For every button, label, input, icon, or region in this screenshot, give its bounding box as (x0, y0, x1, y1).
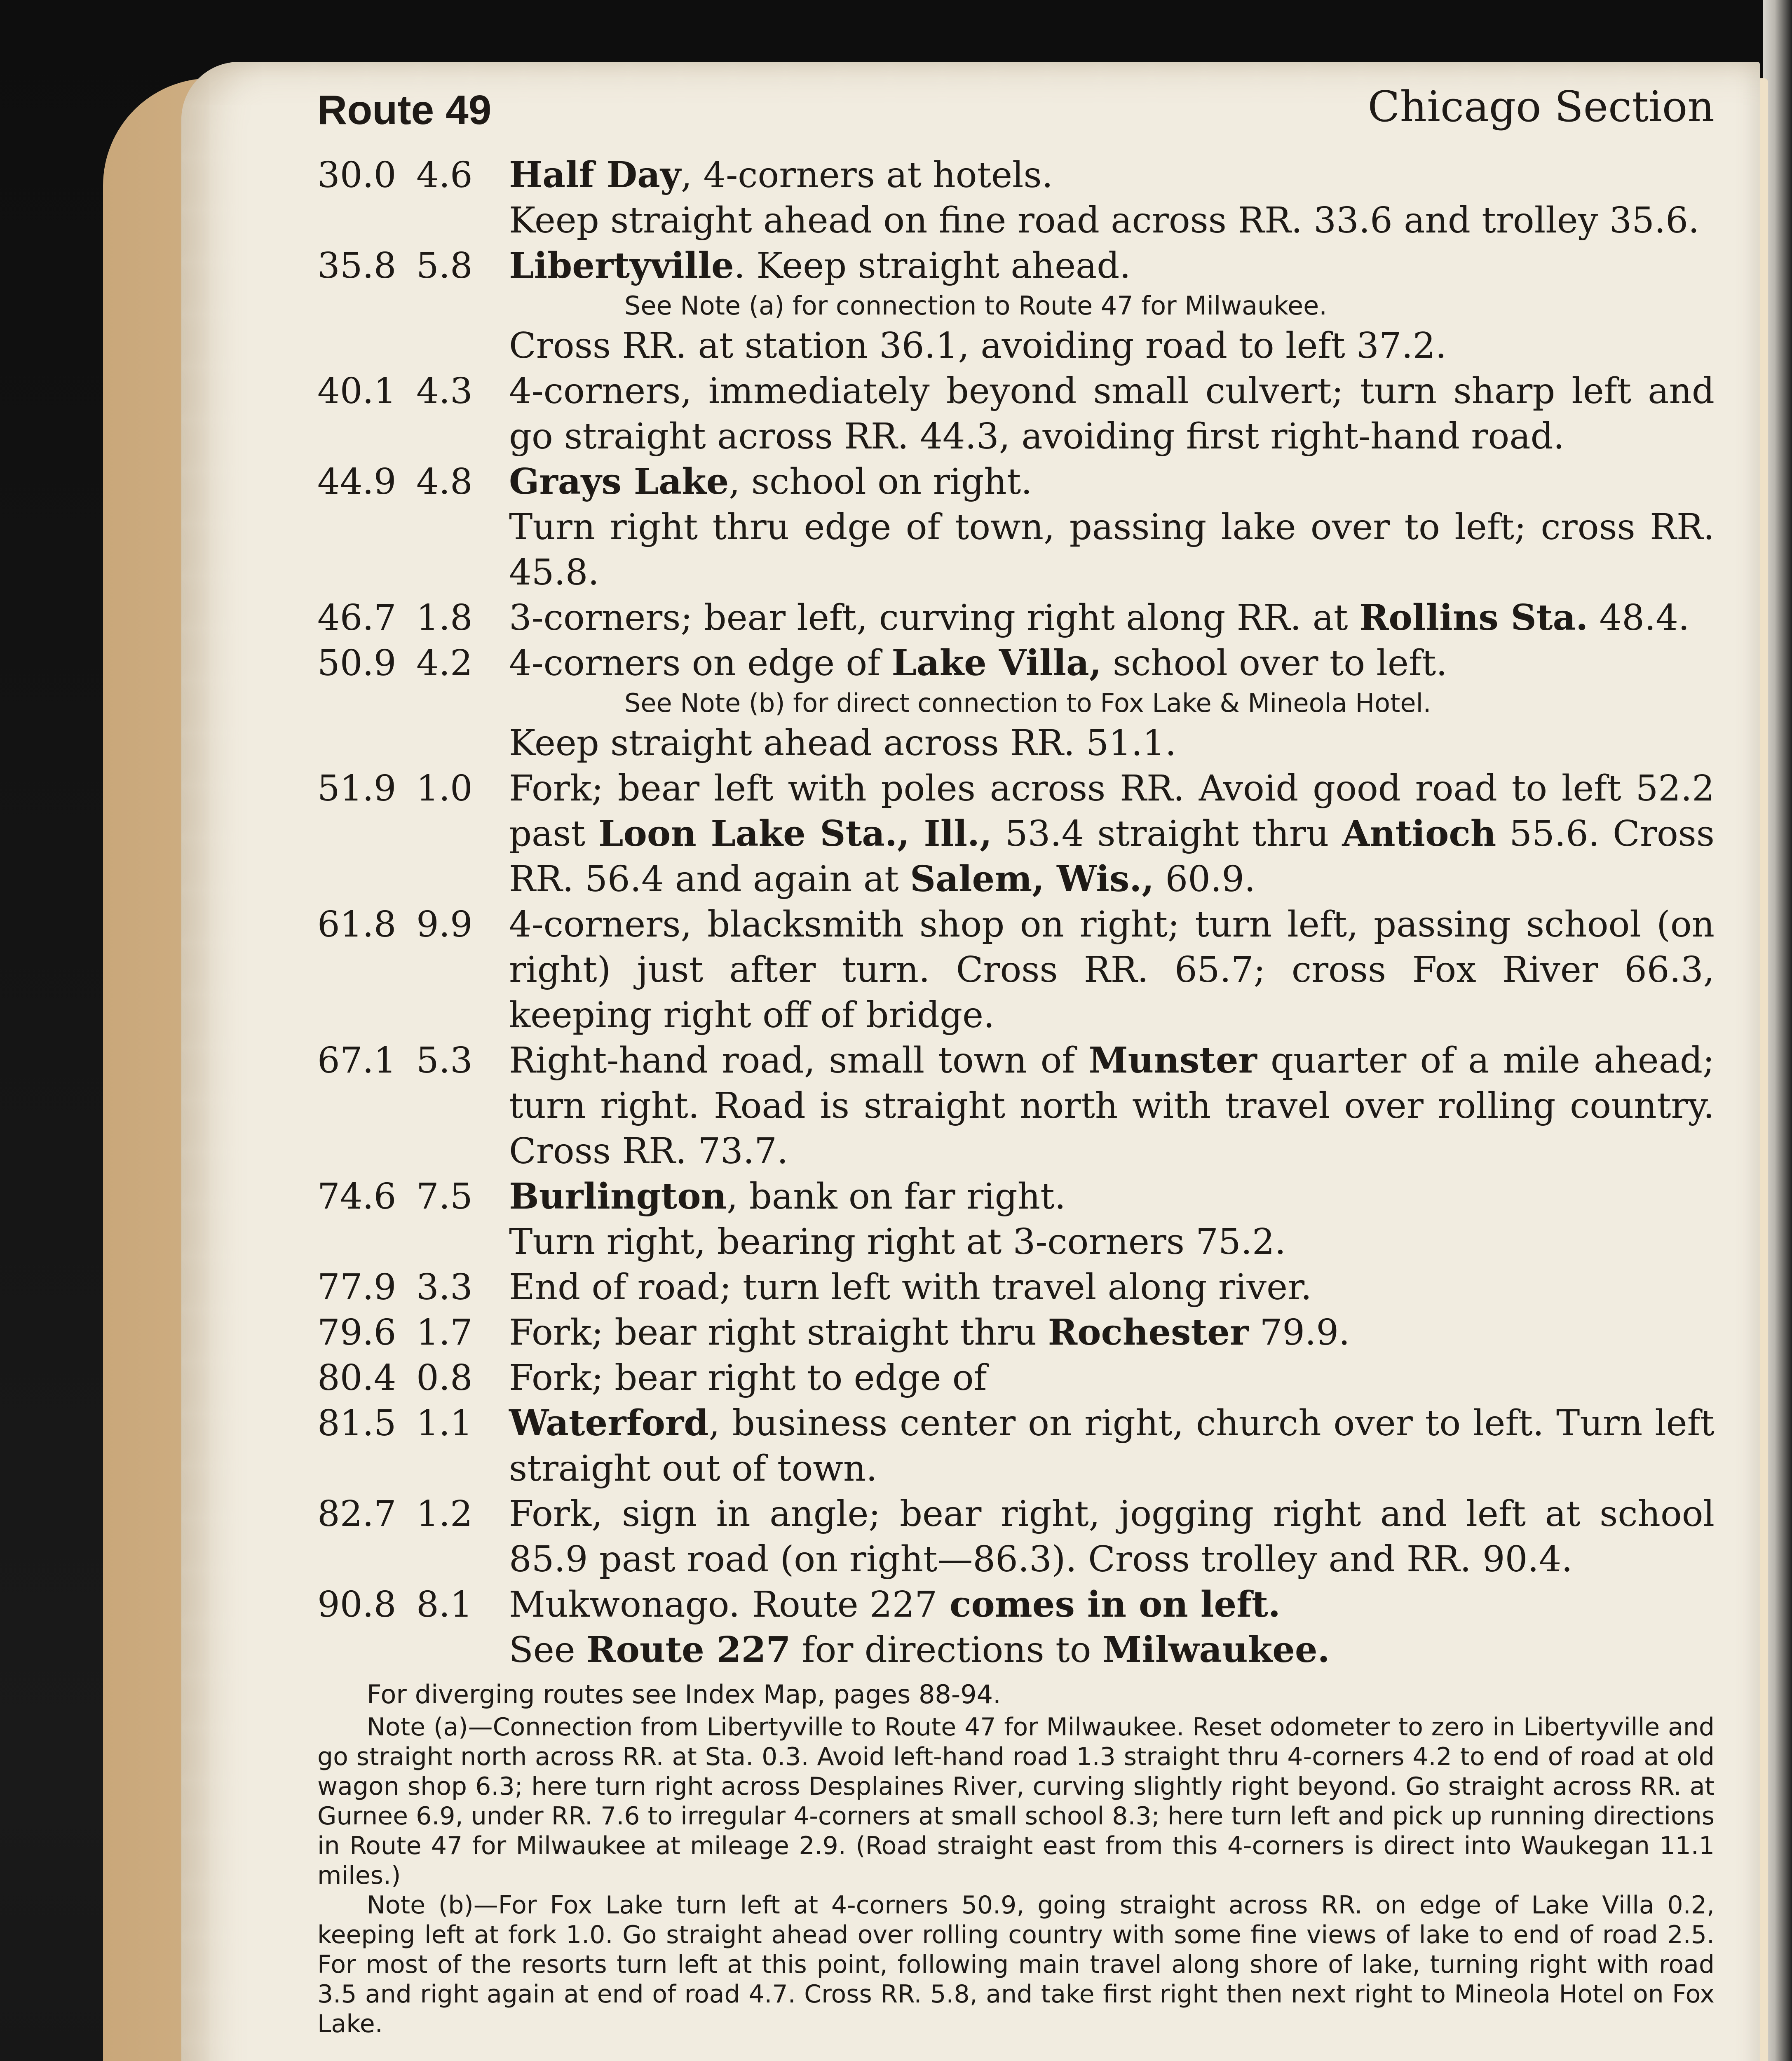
cross-reference-note: See Note (a) for connection to Route 47 for Milwaukee. (624, 291, 1327, 321)
header-route: Route 49 (317, 87, 492, 133)
note-b: Note (b)—For Fox Lake turn left at 4-corners 50.9, going straight across RR. on edge of Lake Villa 0.2, keeping left at fork 1.0. Go straight ahead over rolling country with some fine views of lake to end of road 2.5. For most of the resorts turn left at this point, following main travel along shore of lake, turning right with road 3.5 and right again at end of road 4.7. Cross RR. 5.8, and take first right then next right to Mineola Hotel on Fox Lake. (317, 1891, 1715, 2038)
direction-segment: Route 227 (752, 1584, 938, 1625)
mileage-intermediate: 3.3 (416, 1267, 473, 1308)
route49-entry (317, 595, 1715, 641)
place-name: Munster (1088, 1040, 1257, 1081)
route49-entry (317, 369, 1715, 459)
mileage-intermediate: 4.3 (416, 371, 473, 412)
direction-text (509, 1310, 1715, 1355)
page-content (317, 82, 1715, 2061)
direction-segment: End of road; turn left with travel along river. (509, 1267, 1312, 1308)
mileage-total: 35.8 (317, 245, 396, 286)
place-name: Grays Lake (509, 461, 729, 502)
mileage-total: 50.9 (317, 643, 396, 684)
direction-segment: 4-corners, immediately beyond small culvert; turn sharp left and go straight across RR. 44.3, avoiding first right-hand road. (509, 371, 1715, 457)
place-name: Libertyville (509, 245, 734, 286)
route49-entry (317, 243, 1715, 369)
direction-segment: 48.4. (1588, 597, 1690, 638)
mileage-total: 51.9 (317, 768, 396, 809)
place-name: Loon Lake Sta., Ill., (598, 813, 992, 854)
route-entries (317, 153, 1715, 1673)
direction-text (509, 459, 1715, 505)
mileage-intermediate: 1.8 (416, 597, 473, 638)
direction-text (509, 902, 1715, 1038)
mileage-total: 46.7 (317, 597, 396, 638)
route49-entry (317, 1401, 1715, 1491)
mileage-total: 90.8 (317, 1584, 396, 1625)
mileage-intermediate: 5.8 (416, 245, 473, 286)
place-name: Rollins Sta. (1359, 597, 1588, 638)
direction-segment: . Keep straight ahead. (734, 245, 1131, 286)
direction-text (509, 1038, 1715, 1174)
direction-segment: 55.6. Cross RR. 56.4 and again at (509, 813, 1715, 900)
direction-continuation: Turn right, bearing right at 3-corners 75.2. (509, 1221, 1286, 1263)
direction-text (509, 1265, 1715, 1310)
mileage-intermediate: 1.2 (416, 1493, 473, 1535)
direction-continuation: Cross RR. at station 36.1, avoiding road to left 37.2. (509, 325, 1447, 366)
mileage-intermediate: 8.1 (416, 1584, 473, 1625)
note-a: Note (a)—Connection from Libertyville to Route 47 for Milwaukee. Reset odometer to zero in Libertyville and go straight north across RR. at Sta. 0.3. Avoid left-hand road 1.3 straight thru 4-corners 4.2 to end of road at old wagon shop 6.3; here turn right across Desplaines River, curving slightly right beyond. Go straight across RR. at Gurnee 6.9, under RR. 7.6 to irregular 4-corners at small school 8.3; here turn left and pick up running directions in Route 47 for Milwaukee at mileage 2.9. (Road straight east from this 4-corners is direct into Waukegan 11.1 miles.) (317, 1713, 1715, 1890)
mileage-intermediate: 1.0 (416, 768, 473, 809)
mileage-intermediate: 4.2 (416, 643, 473, 684)
route49-entry (317, 1174, 1715, 1265)
route49-entry (317, 766, 1715, 902)
direction-segment: 60.9. (1154, 859, 1256, 900)
direction-segment: Right-hand road, small town of (509, 1040, 1089, 1081)
cross-reference-note: See Note (b) for direct connection to Fox Lake & Mineola Hotel. (624, 688, 1431, 718)
mileage-intermediate: 4.8 (416, 461, 473, 502)
direction-text (509, 1174, 1715, 1219)
direction-segment: school over to left. (1101, 643, 1447, 684)
route49-entry (317, 153, 1715, 243)
mileage-intermediate: 9.9 (416, 904, 473, 945)
running-header (317, 82, 1715, 153)
place-name: Antioch (1342, 813, 1496, 854)
mileage-intermediate: 7.5 (416, 1176, 473, 1217)
direction-segment: Fork; bear right straight thru (509, 1312, 1048, 1353)
place-name: Route 227 (586, 1629, 791, 1671)
route49-entry (317, 1491, 1715, 1582)
place-name: Salem, Wis., (910, 858, 1154, 900)
direction-text (509, 595, 1715, 641)
place-name: Burlington (509, 1176, 727, 1217)
place-name (740, 1584, 752, 1625)
place-name: Waterford (509, 1402, 709, 1444)
place-name: Milwaukee. (1102, 1629, 1330, 1671)
direction-text (509, 369, 1715, 459)
route49-entry (317, 459, 1715, 595)
place-name: comes in on left. (937, 1584, 1281, 1625)
direction-segment: quarter of a mile ahead; turn right. Road is straight north with travel over rolling country. Cross RR. 73.7. (509, 1040, 1715, 1172)
header-section: Chicago Section (1367, 82, 1715, 131)
direction-text (509, 1355, 1715, 1401)
mileage-intermediate: 0.8 (416, 1357, 473, 1399)
direction-text (509, 766, 1715, 902)
mileage-total: 81.5 (317, 1403, 396, 1444)
mileage-total: 30.0 (317, 155, 396, 196)
place-name: Lake Villa, (891, 642, 1102, 684)
direction-segment: Fork; bear right to edge of (509, 1357, 987, 1399)
direction-continuation: Keep straight ahead on fine road across RR. 33.6 and trolley 35.6. (509, 200, 1700, 241)
direction-segment: , school on right. (729, 461, 1032, 502)
direction-continuation: Keep straight ahead across RR. 51.1. (509, 723, 1177, 764)
mileage-total: 77.9 (317, 1267, 396, 1308)
mileage-total: 82.7 (317, 1493, 396, 1535)
direction-text (509, 1582, 1715, 1627)
route49-entry (317, 1310, 1715, 1355)
route49-entry (317, 1355, 1715, 1401)
mileage-intermediate: 4.6 (416, 155, 473, 196)
direction-segment: 4-corners on edge of (509, 643, 892, 684)
direction-segment: Fork; bear left with poles across RR. Avoid good road to left 52.2 past (509, 768, 1715, 854)
direction-segment: 79.9. (1248, 1312, 1350, 1353)
direction-segment: See (509, 1629, 587, 1671)
mileage-total: 67.1 (317, 1040, 396, 1081)
direction-text (509, 1401, 1715, 1491)
route49-entry (317, 902, 1715, 1038)
place-name: Half Day (509, 154, 681, 196)
direction-segment: , bank on far right. (727, 1176, 1066, 1217)
mileage-intermediate: 1.1 (416, 1403, 473, 1444)
mileage-total: 44.9 (317, 461, 396, 502)
place-name: Rochester (1048, 1312, 1249, 1353)
direction-segment: for directions to (790, 1629, 1102, 1671)
mileage-total: 61.8 (317, 904, 396, 945)
direction-segment: 4-corners, blacksmith shop on right; turn left, passing school (on right) just after turn. Cross RR. 65.7; cross Fox River 66.3, keeping right off of bridge. (509, 904, 1715, 1036)
direction-segment: 53.4 straight thru (992, 813, 1342, 854)
direction-text (509, 153, 1715, 198)
mileage-total: 79.6 (317, 1312, 396, 1353)
direction-segment: 3-corners; bear left, curving right along RR. at (509, 597, 1359, 638)
route49-entry (317, 1265, 1715, 1310)
direction-continuation: Turn right thru edge of town, passing lake over to left; cross RR. 45.8. (509, 507, 1715, 593)
route49-entry (317, 1582, 1715, 1673)
direction-text (509, 243, 1715, 289)
direction-segment: , business center on right, church over to left. Turn left straight out of town. (509, 1403, 1715, 1489)
mileage-total: 40.1 (317, 371, 396, 412)
direction-segment: , 4-corners at hotels. (680, 155, 1053, 196)
mileage-intermediate: 1.7 (416, 1312, 473, 1353)
direction-segment: Mukwonago. (509, 1584, 740, 1625)
mileage-total: 74.6 (317, 1176, 396, 1217)
direction-text (509, 1491, 1715, 1582)
route49-entry (317, 641, 1715, 766)
direction-text (509, 641, 1715, 686)
route49-entry (317, 1038, 1715, 1174)
diverging-routes-note: For diverging routes see Index Map, pages 88-94. (367, 1679, 1001, 1709)
direction-continuation (509, 1627, 1715, 1673)
mileage-intermediate: 5.3 (416, 1040, 473, 1081)
direction-segment: Fork, sign in angle; bear right, jogging right and left at school 85.9 past road (on right—86.3). Cross trolley and RR. 90.4. (509, 1493, 1715, 1580)
mileage-total: 80.4 (317, 1357, 396, 1399)
